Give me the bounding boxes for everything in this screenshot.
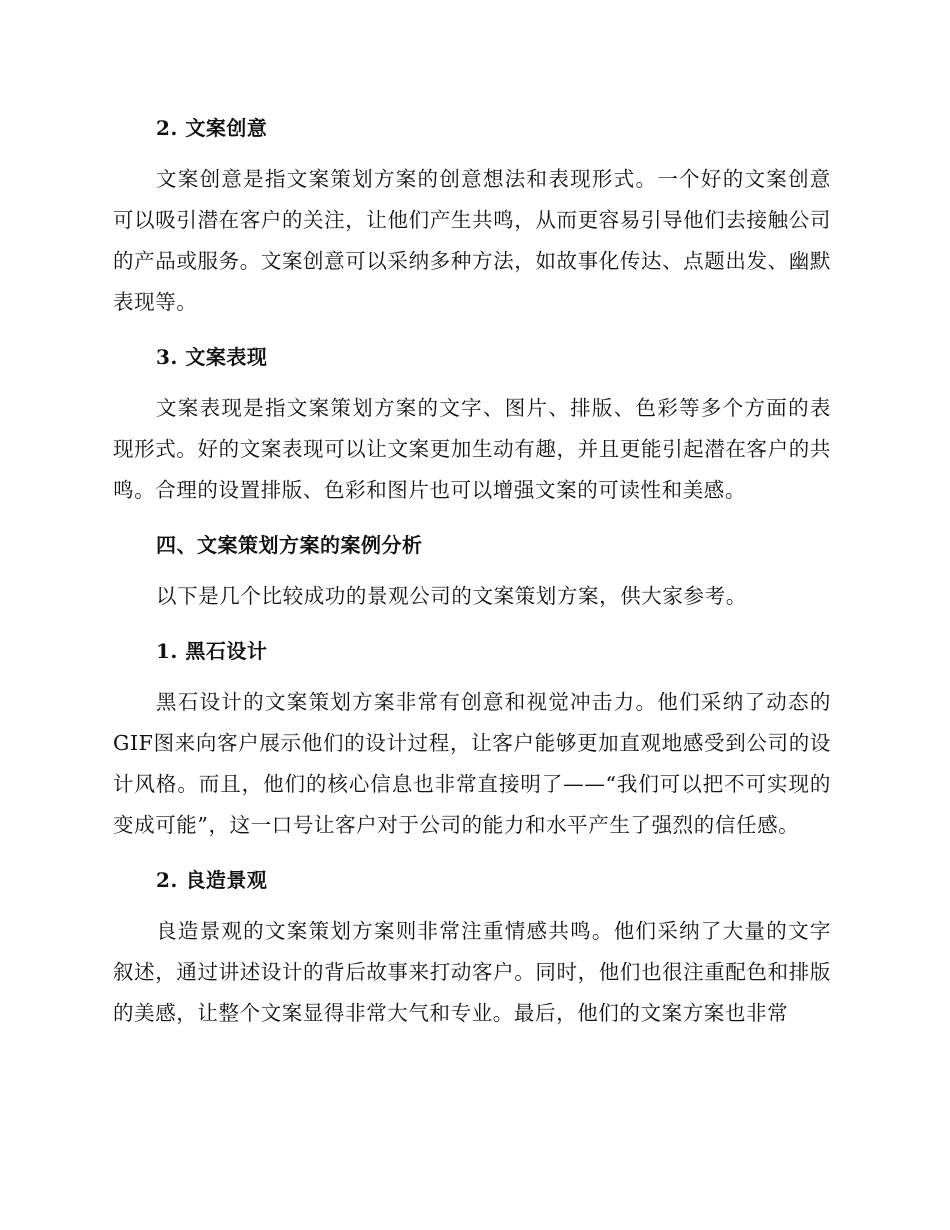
section-heading-copy-creativity: 2. 文案创意 [156, 116, 268, 140]
paragraph-copy-presentation: 文案表现是指文案策划方案的文字、图片、排版、色彩等多个方面的表现形式。好的文案表现可以让文案更加生动有趣，并且更能引起潜在客户的共鸣。合理的设置排版、色彩和图片也可以增强文案的可读性和美感。 [113, 396, 831, 502]
section-heading-heishi-design: 1. 黑石设计 [156, 639, 268, 663]
document-body [113, 108, 831, 1034]
paragraph-liangzao-landscape: 良造景观的文案策划方案则非常注重情感共鸣。他们采纳了大量的文字叙述，通过讲述设计的背后故事来打动客户。同时，他们也很注重配色和排版的美感，让整个文案显得非常大气和专业。最后，他们的文案方案也非常 [113, 919, 831, 1025]
paragraph-case-intro: 以下是几个比较成功的景观公司的文案策划方案，供大家参考。 [156, 584, 747, 608]
section-heading-case-analysis: 四、文案策划方案的案例分析 [156, 533, 423, 557]
paragraph-copy-creativity: 文案创意是指文案策划方案的创意想法和表现形式。一个好的文案创意可以吸引潜在客户的关注，让他们产生共鸣，从而更容易引导他们去接触公司的产品或服务。文案创意可以采纳多种方法，如故事化传达、点题出发、幽默表现等。 [113, 167, 831, 314]
section-heading-copy-presentation: 3. 文案表现 [156, 345, 268, 369]
paragraph-heishi-design: 黑石设计的文案策划方案非常有创意和视觉冲击力。他们采纳了动态的GIF图来向客户展示他们的设计过程，让客户能够更加直观地感受到公司的设计风格。而且，他们的核心信息也非常直接明了——“我们可以把不可实现的变成可能”，这一口号让客户对于公司的能力和水平产生了强烈的信任感。 [113, 690, 831, 837]
section-heading-liangzao-landscape: 2. 良造景观 [156, 868, 268, 892]
